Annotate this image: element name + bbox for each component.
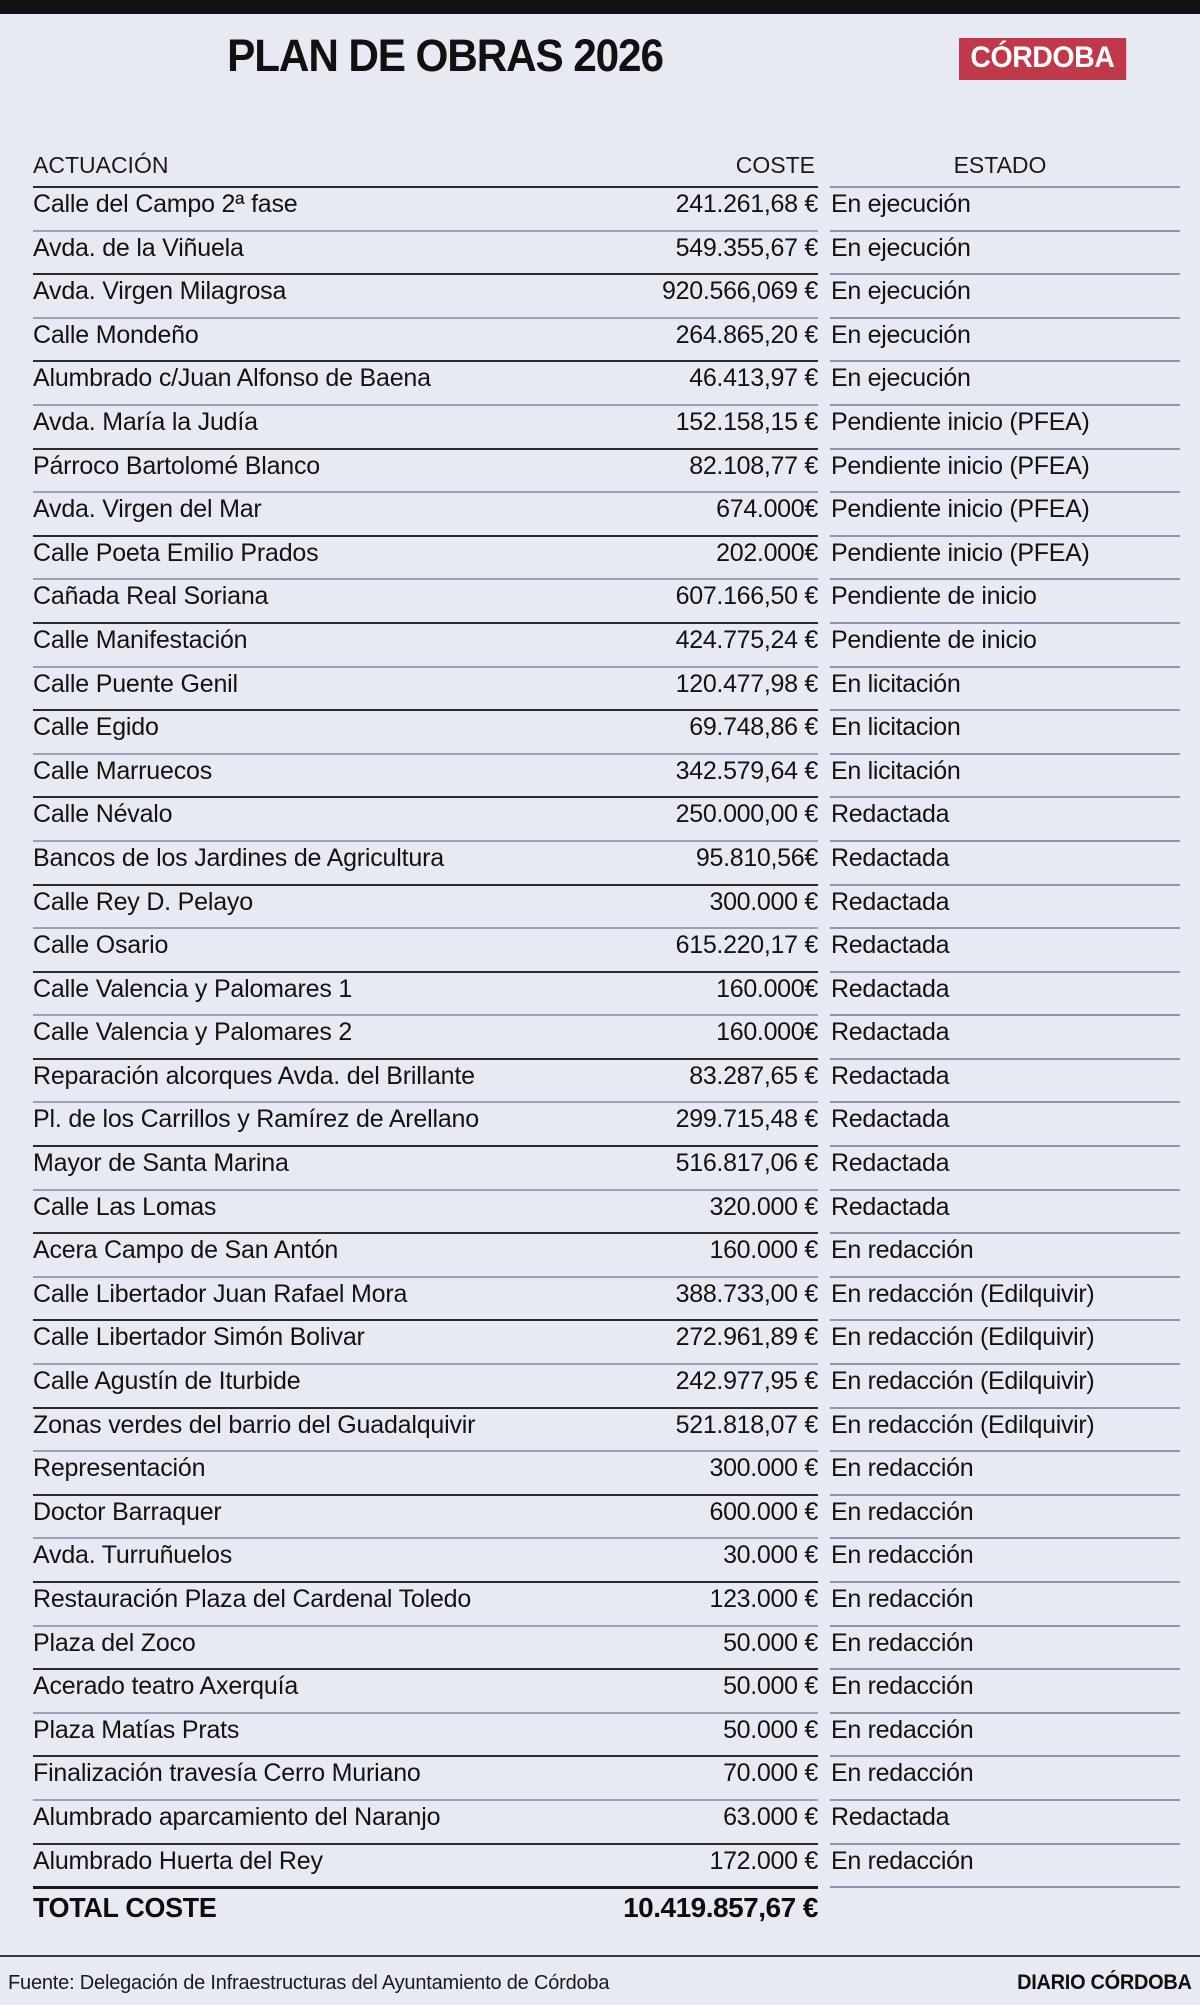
cell-estado: Pendiente de inicio	[831, 582, 1037, 611]
row-divider-left	[33, 1450, 818, 1452]
cell-estado: En redacción	[831, 1846, 974, 1875]
row-divider-left	[33, 230, 818, 232]
row-divider-right	[830, 1450, 1180, 1452]
table-row	[0, 1537, 1200, 1581]
table-row	[0, 1668, 1200, 1712]
cell-estado: En redacción (Edilquivir)	[831, 1367, 1095, 1396]
cell-estado: Redactada	[831, 887, 950, 916]
row-divider-right	[830, 666, 1180, 668]
table-row	[0, 1494, 1200, 1538]
column-header-actuacion: ACTUACIÓN	[33, 152, 169, 178]
cell-estado: En ejecución	[831, 364, 971, 393]
column-header-estado: ESTADO	[953, 152, 1047, 178]
top-black-bar	[0, 0, 1200, 14]
cell-actuacion: Bancos de los Jardines de Agricultura	[33, 843, 444, 872]
cell-estado: Redactada	[831, 1061, 950, 1090]
cell-coste: 172.000 €	[709, 1846, 818, 1875]
cell-estado: En licitacion	[831, 713, 961, 742]
row-divider-right	[830, 1058, 1180, 1060]
cell-coste: 82.108,77 €	[689, 451, 818, 480]
table-row	[0, 1712, 1200, 1756]
cell-coste: 674.000€	[716, 495, 818, 524]
table-row	[0, 1363, 1200, 1407]
table-row	[0, 1755, 1200, 1799]
row-divider-right	[830, 448, 1180, 450]
cell-coste: 50.000 €	[723, 1672, 818, 1701]
cell-coste: 83.287,65 €	[689, 1061, 818, 1090]
cell-coste: 920.566,069 €	[662, 277, 818, 306]
cell-estado: En licitación	[831, 669, 961, 698]
row-divider-left	[33, 1799, 818, 1801]
cell-coste: 272.961,89 €	[675, 1323, 818, 1352]
table-row	[0, 1276, 1200, 1320]
row-divider-right	[830, 317, 1180, 319]
row-divider-left	[33, 578, 818, 580]
row-divider-left	[33, 1276, 818, 1278]
cell-actuacion: Finalización travesía Cerro Muriano	[33, 1759, 421, 1788]
row-divider-left	[33, 535, 818, 537]
row-divider-right	[830, 360, 1180, 362]
row-divider-right	[830, 1494, 1180, 1496]
cell-actuacion: Restauración Plaza del Cardenal Toledo	[33, 1585, 472, 1613]
cell-estado: Pendiente inicio (PFEA)	[831, 538, 1090, 567]
row-divider-left	[33, 1101, 818, 1103]
row-divider-left	[33, 1668, 818, 1670]
cell-actuacion: Calle Agustín de Iturbide	[33, 1367, 301, 1396]
cell-estado: Redactada	[831, 1149, 950, 1178]
cell-estado: En redacción	[831, 1759, 974, 1788]
cell-estado: Pendiente inicio (PFEA)	[831, 495, 1090, 524]
cell-estado: Redactada	[831, 931, 950, 960]
table-row	[0, 1450, 1200, 1494]
cell-actuacion: Cañada Real Soriana	[33, 582, 269, 611]
cell-coste: 202.000€	[716, 538, 818, 567]
cell-actuacion: Calle Marruecos	[33, 756, 213, 785]
table-row	[0, 317, 1200, 361]
row-divider-right	[830, 1407, 1180, 1409]
row-divider-right	[830, 1799, 1180, 1801]
row-divider-right	[830, 1014, 1180, 1016]
row-divider-left	[33, 1189, 818, 1191]
cell-actuacion: Calle Manifestación	[33, 625, 248, 654]
cell-actuacion: Alumbrado Huerta del Rey	[33, 1846, 323, 1875]
cell-coste: 549.355,67 €	[675, 233, 818, 262]
cell-coste: 120.477,98 €	[675, 669, 818, 698]
row-divider-right	[830, 709, 1180, 711]
cell-actuacion: Zonas verdes del barrio del Guadalquivir	[33, 1410, 476, 1439]
row-divider-left	[33, 404, 818, 406]
table-row	[0, 360, 1200, 404]
cell-coste: 600.000 €	[709, 1497, 818, 1526]
cell-coste: 300.000 €	[709, 1454, 818, 1483]
row-divider-left	[33, 1232, 818, 1234]
cell-coste: 46.413,97 €	[689, 364, 818, 393]
cell-coste: 250.000,00 €	[675, 800, 818, 829]
cell-coste: 264.865,20 €	[675, 320, 818, 349]
row-divider-left	[33, 1755, 818, 1757]
row-divider-left	[33, 1363, 818, 1365]
cell-estado: En ejecución	[831, 320, 971, 349]
row-divider-right	[830, 1755, 1180, 1757]
cell-estado: Redactada	[831, 1018, 950, 1047]
row-divider-right	[830, 186, 1180, 188]
row-divider-right	[830, 971, 1180, 973]
table-row	[0, 927, 1200, 971]
header	[0, 14, 1200, 100]
cell-actuacion: Calle Puente Genil	[33, 669, 238, 698]
cell-actuacion: Calle Rey D. Pelayo	[33, 887, 253, 916]
row-divider-right	[830, 1363, 1180, 1365]
cell-coste: 160.000€	[716, 1018, 818, 1047]
cell-coste: 299.715,48 €	[675, 1105, 818, 1134]
row-divider-right	[830, 1581, 1180, 1583]
table-row	[0, 1189, 1200, 1233]
table-row	[0, 709, 1200, 753]
row-divider-right	[830, 1537, 1180, 1539]
cell-actuacion: Calle Las Lomas	[33, 1192, 217, 1221]
cell-coste: 521.818,07 €	[675, 1410, 818, 1439]
plan-obras-table	[0, 186, 1200, 1938]
row-divider-left	[33, 884, 818, 886]
cell-estado: En redacción	[831, 1236, 974, 1265]
table-row	[0, 1101, 1200, 1145]
cell-actuacion: Representación	[33, 1454, 206, 1483]
cell-actuacion: Alumbrado aparcamiento del Naranjo	[33, 1802, 441, 1831]
row-divider-left	[33, 1145, 818, 1147]
table-row	[0, 448, 1200, 492]
cell-estado: Redactada	[831, 800, 950, 829]
cell-estado: Pendiente de inicio	[831, 625, 1037, 654]
cell-coste: 320.000 €	[709, 1192, 818, 1221]
row-divider-left	[33, 491, 818, 493]
row-divider-left	[33, 753, 818, 755]
table-row	[0, 666, 1200, 710]
table-row	[0, 491, 1200, 535]
column-header-coste: COSTE	[735, 152, 815, 178]
table-row	[0, 1058, 1200, 1102]
table-row	[0, 1232, 1200, 1276]
cell-estado: En ejecución	[831, 190, 971, 218]
cell-estado: En ejecución	[831, 233, 971, 262]
cell-estado: En redacción	[831, 1672, 974, 1701]
row-divider-left	[33, 186, 818, 188]
row-divider-right	[830, 1101, 1180, 1103]
table-row	[0, 1319, 1200, 1363]
cell-coste: 69.748,86 €	[689, 713, 818, 742]
cell-actuacion: Alumbrado c/Juan Alfonso de Baena	[33, 364, 431, 393]
total-label: TOTAL COSTE	[33, 1892, 217, 1924]
table-row	[0, 535, 1200, 579]
cell-estado: Redactada	[831, 843, 950, 872]
row-divider-left	[33, 1537, 818, 1539]
row-divider-right	[830, 927, 1180, 929]
cell-coste: 160.000€	[716, 974, 818, 1003]
cell-actuacion: Calle Mondeño	[33, 320, 199, 349]
cell-coste: 607.166,50 €	[675, 582, 818, 611]
cell-estado: En redacción	[831, 1541, 974, 1570]
row-divider-right	[830, 1189, 1180, 1191]
row-divider-left	[33, 796, 818, 798]
row-divider-right	[830, 796, 1180, 798]
row-divider-left	[33, 1494, 818, 1496]
cell-actuacion: Avda. Virgen del Mar	[33, 495, 262, 524]
cell-actuacion: Avda. de la Viñuela	[33, 233, 244, 262]
cell-estado: Pendiente inicio (PFEA)	[831, 407, 1090, 436]
table-row	[0, 1407, 1200, 1451]
row-divider-left	[33, 317, 818, 319]
cell-coste: 388.733,00 €	[675, 1279, 818, 1308]
cell-actuacion: Pl. de los Carrillos y Ramírez de Arellano	[33, 1105, 479, 1134]
cell-estado: Redactada	[831, 1192, 950, 1221]
cell-actuacion: Calle Poeta Emilio Prados	[33, 538, 319, 567]
footer-divider	[0, 1955, 1200, 1957]
row-divider-right	[830, 404, 1180, 406]
cell-estado: En redacción (Edilquivir)	[831, 1410, 1095, 1439]
row-divider-right	[830, 535, 1180, 537]
column-headers	[0, 152, 1200, 182]
cell-actuacion: Calle Egido	[33, 713, 159, 742]
table-row	[0, 273, 1200, 317]
table-row	[0, 884, 1200, 928]
cell-coste: 50.000 €	[723, 1715, 818, 1744]
cell-actuacion: Avda. Virgen Milagrosa	[33, 277, 287, 306]
cell-estado: Pendiente inicio (PFEA)	[831, 451, 1090, 480]
row-divider-right	[830, 884, 1180, 886]
table-row	[0, 753, 1200, 797]
row-divider-left	[33, 273, 818, 275]
row-divider-left	[33, 927, 818, 929]
cell-estado: En redacción	[831, 1585, 974, 1613]
cell-actuacion: Calle Osario	[33, 931, 169, 960]
cell-actuacion: Calle Névalo	[33, 800, 173, 829]
cell-estado: En redacción (Edilquivir)	[831, 1279, 1095, 1308]
table-row	[0, 1014, 1200, 1058]
cell-actuacion: Plaza del Zoco	[33, 1628, 196, 1657]
cell-estado: En redacción	[831, 1628, 974, 1657]
cell-coste: 242.977,95 €	[675, 1367, 818, 1396]
row-divider-right	[830, 578, 1180, 580]
cell-actuacion: Acerado teatro Axerquía	[33, 1672, 299, 1701]
footer-source: Fuente: Delegación de Infraestructuras del Ayuntamiento de Córdoba	[8, 1972, 610, 1994]
table-row	[0, 1625, 1200, 1669]
row-divider-left	[33, 709, 818, 711]
cell-coste: 300.000 €	[709, 887, 818, 916]
cell-estado: En licitación	[831, 756, 961, 785]
row-divider-right	[830, 1145, 1180, 1147]
row-divider-left	[33, 1712, 818, 1714]
cell-actuacion: Avda. María la Judía	[33, 407, 258, 436]
row-divider-right	[830, 753, 1180, 755]
cell-actuacion: Calle Libertador Juan Rafael Mora	[33, 1279, 408, 1308]
cell-estado: En redacción (Edilquivir)	[831, 1323, 1095, 1352]
row-divider-left	[33, 840, 818, 842]
row-divider-right	[830, 1843, 1180, 1845]
row-divider-left	[33, 1319, 818, 1321]
cell-coste: 95.810,56€	[695, 843, 818, 872]
cell-coste: 424.775,24 €	[675, 625, 818, 654]
row-divider-left	[33, 360, 818, 362]
row-divider-left	[33, 1581, 818, 1583]
row-divider-right	[830, 491, 1180, 493]
row-divider-right	[830, 1319, 1180, 1321]
table-row	[0, 186, 1200, 230]
cell-coste: 342.579,64 €	[675, 756, 818, 785]
row-divider-right	[830, 230, 1180, 232]
cell-estado: En redacción	[831, 1497, 974, 1526]
table-row	[0, 1843, 1200, 1887]
row-divider-left	[33, 1843, 818, 1845]
page-title: PLAN DE OBRAS 2026	[227, 30, 663, 81]
cell-actuacion: Plaza Matías Prats	[33, 1715, 240, 1744]
cell-actuacion: Calle Libertador Simón Bolivar	[33, 1323, 365, 1352]
table-row	[0, 840, 1200, 884]
row-divider-right	[830, 273, 1180, 275]
table-row	[0, 404, 1200, 448]
row-divider-left	[33, 448, 818, 450]
row-divider-left	[33, 1407, 818, 1409]
cell-coste: 152.158,15 €	[675, 407, 818, 436]
cell-estado: Redactada	[831, 1105, 950, 1134]
row-divider-left	[33, 1058, 818, 1060]
table-row	[0, 796, 1200, 840]
cell-actuacion: Avda. Turruñuelos	[33, 1541, 233, 1570]
cell-actuacion: Párroco Bartolomé Blanco	[33, 451, 321, 480]
cell-estado: En redacción	[831, 1715, 974, 1744]
cell-actuacion: Reparación alcorques Avda. del Brillante	[33, 1061, 475, 1090]
table-row	[0, 622, 1200, 666]
cell-coste: 50.000 €	[723, 1628, 818, 1657]
row-divider-left	[33, 1625, 818, 1627]
total-row	[0, 1886, 1200, 1938]
row-divider-right	[830, 1625, 1180, 1627]
cell-estado: En ejecución	[831, 277, 971, 306]
cell-estado: En redacción	[831, 1454, 974, 1483]
cell-coste: 70.000 €	[723, 1759, 818, 1788]
row-divider-right	[830, 1712, 1180, 1714]
footer-publisher: DIARIO CÓRDOBA	[1017, 1971, 1192, 1994]
cell-actuacion: Calle Valencia y Palomares 1	[33, 974, 353, 1003]
row-divider-right	[830, 1276, 1180, 1278]
table-row	[0, 1145, 1200, 1189]
row-divider-right	[830, 622, 1180, 624]
cell-coste: 30.000 €	[723, 1541, 818, 1570]
cell-actuacion: Mayor de Santa Marina	[33, 1149, 289, 1178]
cell-coste: 160.000 €	[709, 1236, 818, 1265]
row-divider-left	[33, 622, 818, 624]
cell-coste: 516.817,06 €	[675, 1149, 818, 1178]
table-row	[0, 1799, 1200, 1843]
cell-actuacion: Calle del Campo 2ª fase	[33, 190, 298, 218]
row-divider-left	[33, 666, 818, 668]
total-divider-left	[33, 1886, 818, 1889]
row-divider-right	[830, 1668, 1180, 1670]
cell-actuacion: Doctor Barraquer	[33, 1497, 222, 1526]
cell-estado: Redactada	[831, 1802, 950, 1831]
table-row	[0, 230, 1200, 274]
total-value: 10.419.857,67 €	[623, 1892, 818, 1924]
row-divider-right	[830, 1232, 1180, 1234]
brand-logo-cordoba: CÓRDOBA	[959, 38, 1126, 80]
total-divider-right	[830, 1886, 1180, 1888]
cell-coste: 241.261,68 €	[675, 190, 818, 218]
cell-coste: 63.000 €	[723, 1802, 818, 1831]
cell-estado: Redactada	[831, 974, 950, 1003]
table-row	[0, 578, 1200, 622]
cell-coste: 123.000 €	[709, 1585, 818, 1613]
row-divider-left	[33, 1014, 818, 1016]
table-row	[0, 1581, 1200, 1625]
cell-actuacion: Acera Campo de San Antón	[33, 1236, 339, 1265]
row-divider-right	[830, 840, 1180, 842]
row-divider-left	[33, 971, 818, 973]
cell-actuacion: Calle Valencia y Palomares 2	[33, 1018, 353, 1047]
cell-coste: 615.220,17 €	[675, 931, 818, 960]
table-row	[0, 971, 1200, 1015]
